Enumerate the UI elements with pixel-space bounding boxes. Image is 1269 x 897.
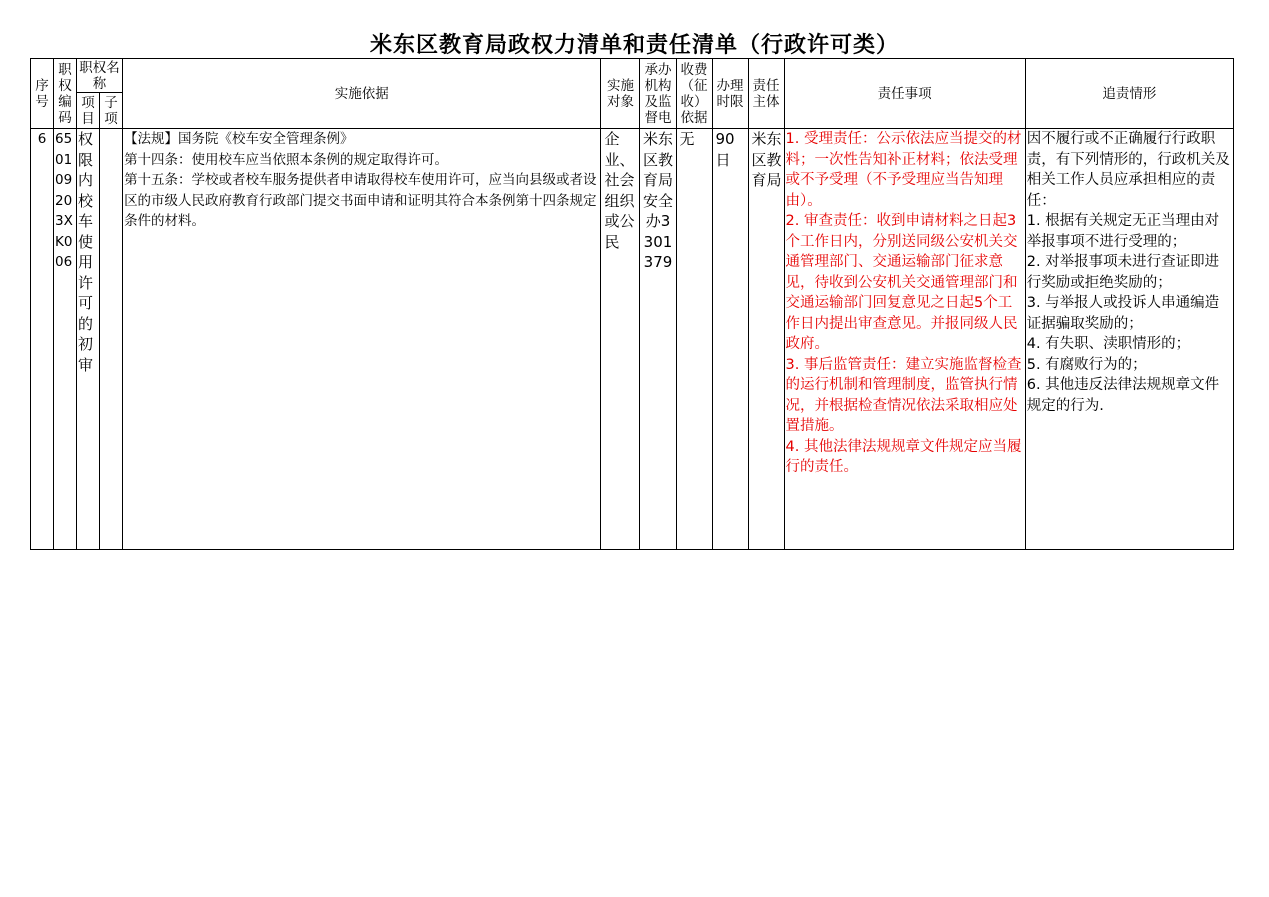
- power-responsibility-table: [30, 58, 1234, 550]
- basis-line: 【法规】国务院《校车安全管理条例》: [124, 131, 354, 147]
- accountability-item: 2. 对举报事项未进行查证即进行奖励或拒绝奖励的；: [1026, 254, 1220, 291]
- cell-subitem: [100, 129, 123, 550]
- header-agency: 承办机构及监督电: [640, 59, 676, 129]
- cell-seq: 6: [31, 129, 54, 550]
- cell-duties: [784, 129, 1025, 550]
- cell-item: 权限内校车使用许可的初审: [77, 129, 100, 550]
- header-fee: 收费（征收）依据: [676, 59, 712, 129]
- cell-time-limit: 90日: [712, 129, 748, 550]
- header-accountability: 追责情形: [1025, 59, 1233, 129]
- header-name-group: 职权名称: [77, 59, 123, 93]
- duty-item: 2. 审查责任：收到申请材料之日起3个工作日内，分别送同级公安机关交通管理部门、交通运输部门征求意见，待收到公安机关交通管理部门和交通运输部门回复意见之日起5个工作日内提出审查意见。并报同级人民政府。: [785, 213, 1018, 352]
- header-code: 职权编码: [54, 59, 77, 129]
- header-basis: 实施依据: [123, 59, 601, 129]
- header-time-limit: 办理时限: [712, 59, 748, 129]
- cell-code: 650109203XK006: [54, 129, 77, 550]
- accountability-item: 3. 与举报人或投诉人串通编造证据骗取奖励的；: [1026, 295, 1220, 332]
- cell-accountability: [1025, 129, 1233, 550]
- duty-item: 1. 受理责任：公示依法应当提交的材料；一次性告知补正材料；依法受理或不予受理（不予受理应当告知理由）。: [785, 131, 1022, 209]
- duty-item: 4. 其他法律法规规章文件规定应当履行的责任。: [785, 438, 1022, 475]
- header-subject: 责任主体: [748, 59, 784, 129]
- cell-basis: [123, 129, 601, 550]
- accountability-item: 4. 有失职、渎职情形的；: [1026, 336, 1191, 352]
- accountability-item: 5. 有腐败行为的；: [1026, 356, 1147, 373]
- accountability-item: 因不履行或不正确履行行政职责，有下列情形的，行政机关及相关工作人员应承担相应的责任：: [1026, 131, 1230, 209]
- cell-subject: 米东区教育局: [748, 129, 784, 550]
- basis-line: 第十四条：使用校车应当依照本条例的规定取得许可。: [124, 151, 449, 168]
- header-target: 实施对象: [601, 59, 640, 129]
- basis-line: 第十五条：学校或者校车服务提供者申请取得校车使用许可，应当向县级或者设区的市级人民政府教育行政部门提交书面申请和证明其符合本条例第十四条规定条件的材料。: [124, 172, 597, 229]
- accountability-item: 1. 根据有关规定无正当理由对举报事项不进行受理的；: [1026, 213, 1220, 250]
- header-seq: 序号: [31, 59, 54, 129]
- page-title: 米东区教育局政权力清单和责任清单（行政许可类）: [369, 32, 899, 58]
- accountability-item: 6. 其他违反法律法规规章文件规定的行为.: [1026, 377, 1220, 414]
- cell-target: 企业、社会组织或公民: [601, 129, 640, 550]
- cell-agency: 米东区教育局安全办3301379: [640, 129, 676, 550]
- header-subitem: 子项: [100, 93, 123, 129]
- cell-fee: 无: [676, 129, 712, 550]
- header-item: 项目: [77, 93, 100, 129]
- header-duties: 责任事项: [784, 59, 1025, 129]
- duty-item: 3. 事后监管责任：建立实施监督检查的运行机制和管理制度，监管执行情况，并根据检查情况依法采取相应处置措施。: [785, 356, 1022, 434]
